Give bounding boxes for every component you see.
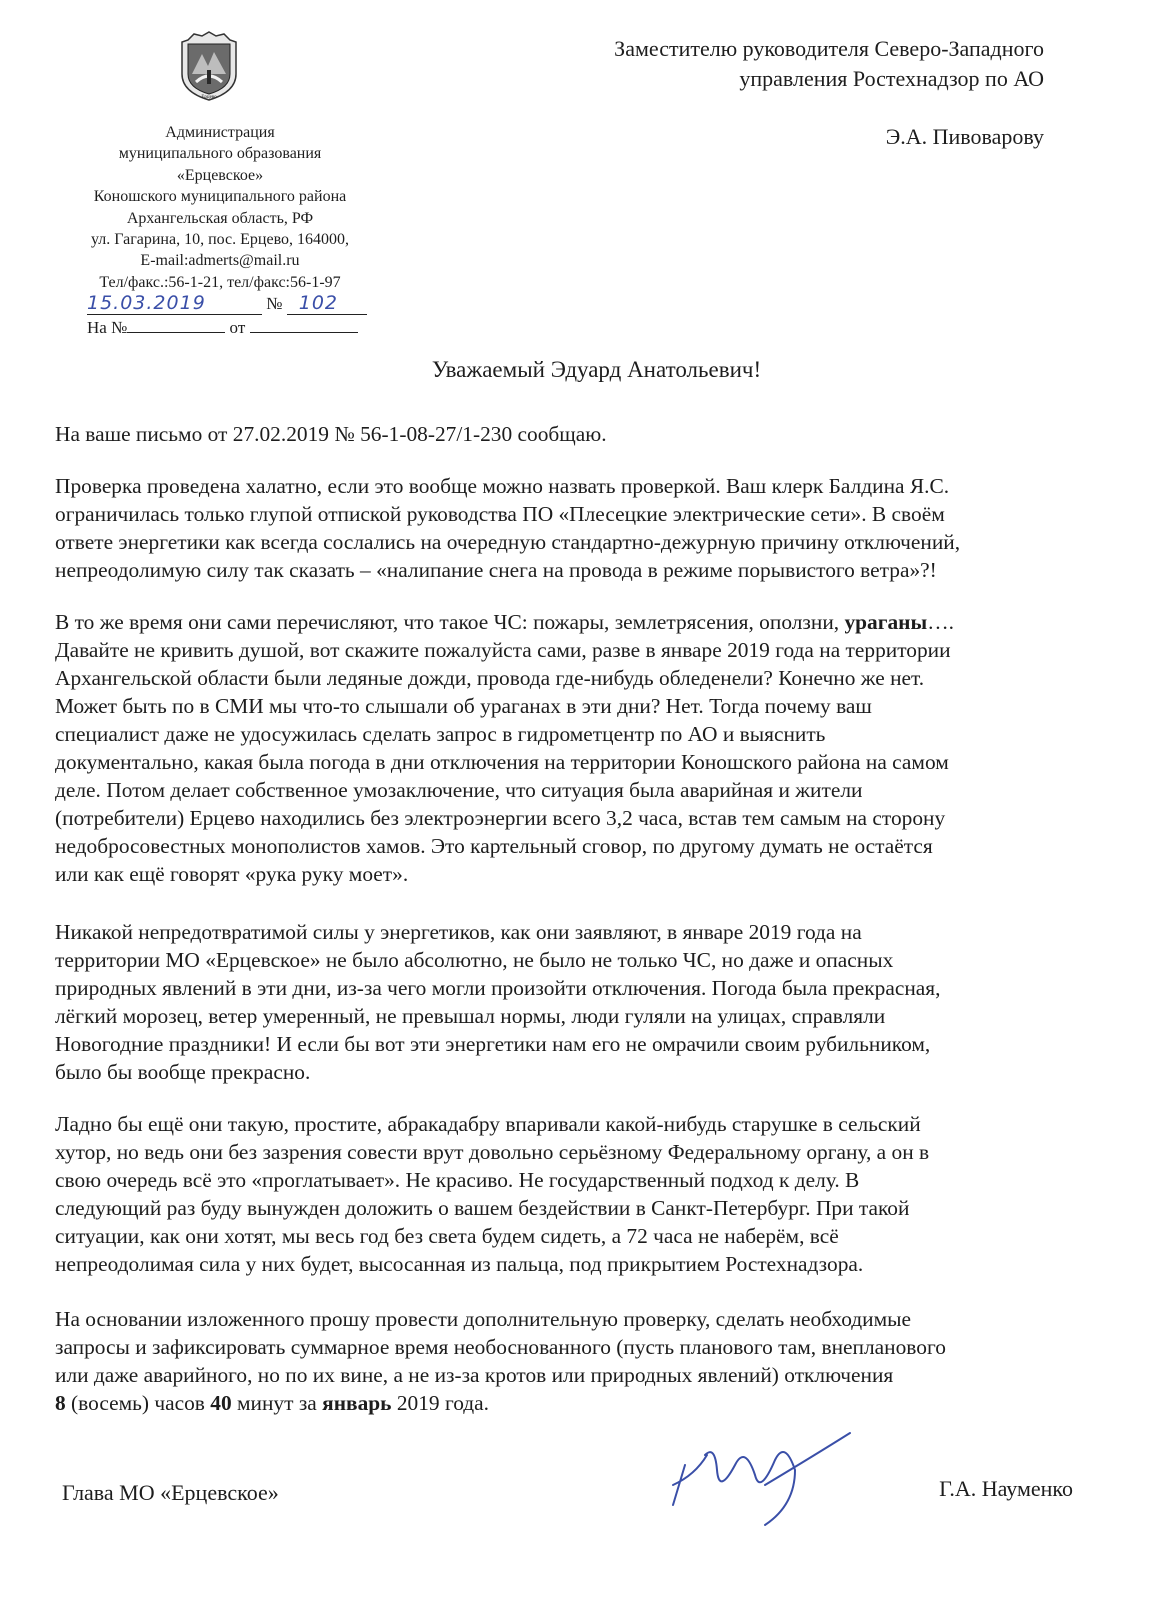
text-run: хутор, но ведь они без зазрения совести врут довольно серьёзному Федеральному органу, а он в bbox=[55, 1140, 930, 1164]
paragraph bbox=[55, 608, 1085, 888]
sender-line: Архангельская область, РФ bbox=[126, 209, 314, 227]
bold-text: январь bbox=[322, 1391, 392, 1415]
text-run: документально, какая была погода в дни отключения на территории Коношского района на самом bbox=[55, 750, 949, 774]
sender-line: Администрация bbox=[165, 124, 275, 141]
bold-text: 40 bbox=[210, 1391, 232, 1415]
paragraph-line bbox=[55, 1361, 1085, 1389]
paragraph-line bbox=[55, 974, 1085, 1002]
text-run: ответе энергетики как всегда сослались на очередную стандартно-дежурную причину отключений, bbox=[55, 530, 961, 554]
text-run: специалист даже не удосужилась сделать запрос в гидрометцентр по АО и выяснить bbox=[55, 722, 826, 746]
text-run: или даже аварийного, но по их вине, а не из-за кротов или природных явлений) отключения bbox=[55, 1363, 894, 1387]
paragraph bbox=[55, 1305, 1085, 1417]
text-run: недобросовестных монополистов хамов. Это картельный сговор, по другому думать не остаётся bbox=[55, 834, 933, 858]
text-run: Новогодние праздники! И если бы вот эти энергетики нам его не омрачили своим рубильником, bbox=[55, 1032, 931, 1056]
emblem-caption: Ерцево bbox=[201, 95, 217, 100]
text-run: ситуации, как они хотят, мы весь год без света будем сидеть, а 72 часа не наберём, всё bbox=[55, 1224, 839, 1248]
paragraph-line bbox=[55, 918, 1085, 946]
text-run: минут за bbox=[231, 1391, 323, 1415]
paragraph-line bbox=[55, 1389, 1085, 1417]
text-run: На основании изложенного прошу провести дополнительную проверку, сделать необходимые bbox=[55, 1307, 912, 1331]
paragraph-line bbox=[55, 1058, 1085, 1086]
paragraph-line bbox=[55, 500, 1085, 528]
paragraph-line bbox=[55, 1030, 1085, 1058]
paragraph-line bbox=[55, 748, 1085, 776]
registration-date: 15.03.2019 bbox=[87, 292, 206, 314]
text-run: территории МО «Ерцевское» не было абсолютно, не было не только ЧС, но даже и опасных bbox=[55, 948, 894, 972]
paragraph-line bbox=[55, 832, 1085, 860]
paragraph-line bbox=[55, 1194, 1085, 1222]
paragraph-line bbox=[55, 1305, 1085, 1333]
text-run: Архангельской области были ледяные дожди, провода где-нибудь обледенели? Конечно же нет. bbox=[55, 666, 925, 690]
paragraph bbox=[55, 420, 1085, 448]
paragraph-line bbox=[55, 636, 1085, 664]
text-run: или как ещё говорят «рука руку моет». bbox=[55, 862, 409, 886]
sender-line: E-mail:admerts@mail.ru bbox=[140, 252, 300, 270]
paragraph-line bbox=[55, 1333, 1085, 1361]
text-run: следующий раз буду вынужден доложить о вашем бездействии в Санкт-Петербург. При такой bbox=[55, 1196, 910, 1220]
sender-line: Коношского муниципального района bbox=[93, 188, 347, 206]
text-run: На ваше письмо от 27.02.2019 № 56-1-08-27/1-230 сообщаю. bbox=[55, 422, 607, 446]
text-run: (потребители) Ерцево находились без электроэнергии всего 3,2 часа, встав тем самым на сторону bbox=[55, 806, 946, 830]
signatory-position: Глава МО «Ерцевское» bbox=[62, 1480, 279, 1505]
paragraph bbox=[55, 1110, 1085, 1278]
paragraph-line bbox=[55, 776, 1085, 804]
paragraph-line bbox=[55, 556, 1085, 584]
text-run: В то же время они сами перечисляют, что такое ЧС: пожары, землетрясения, оползни, bbox=[55, 610, 845, 634]
text-run: Проверка проведена халатно, если это вообще можно назвать проверкой. Ваш клерк Балдина Я.С. bbox=[55, 474, 950, 498]
paragraph bbox=[55, 918, 1085, 1086]
paragraph-line bbox=[55, 860, 1085, 888]
sender-block bbox=[50, 122, 390, 293]
text-run: деле. Потом делает собственное умозаключение, что ситуация была аварийная и жители bbox=[55, 778, 863, 802]
reference-line bbox=[87, 318, 358, 338]
text-run: (восемь) часов bbox=[65, 1391, 211, 1415]
addressee-line: управления Ростехнадзор по АО bbox=[739, 66, 1044, 91]
text-run: 2019 года. bbox=[391, 1391, 490, 1415]
paragraph-line bbox=[55, 720, 1085, 748]
paragraph-line bbox=[55, 472, 1085, 500]
paragraph-line bbox=[55, 1138, 1085, 1166]
text-run: непреодолимую силу так сказать – «налипание снега на провода в режиме порывистого ветра»?! bbox=[55, 558, 937, 582]
registration-number: 102 bbox=[298, 292, 338, 314]
paragraph-line bbox=[55, 1002, 1085, 1030]
bold-text: ураганы bbox=[844, 610, 928, 634]
text-run: …. bbox=[927, 610, 954, 634]
paragraph-line bbox=[55, 528, 1085, 556]
text-run: Давайте не кривить душой, вот скажите пожалуйста сами, разве в январе 2019 года на территории bbox=[55, 638, 951, 662]
sender-line: муниципального образования bbox=[118, 145, 322, 163]
paragraph-line bbox=[55, 1166, 1085, 1194]
text-run: Ладно бы ещё они такую, простите, абракадабру впаривали какой-нибудь старушке в сельский bbox=[55, 1112, 921, 1136]
paragraph-line bbox=[55, 946, 1085, 974]
text-run: Может быть по в СМИ мы что-то слышали об ураганах в эти дни? Нет. Тогда почему ваш bbox=[55, 694, 872, 718]
text-run: природных явлений в эти дни, из-за чего могли произойти отключения. Погода была прекрасная, bbox=[55, 976, 941, 1000]
bold-text: 8 bbox=[55, 1391, 66, 1415]
registration-line bbox=[87, 292, 367, 315]
paragraph-line bbox=[55, 692, 1085, 720]
text-run: свою очередь всё это «проглатывает». Не красиво. Не государственный подход к делу. В bbox=[55, 1168, 860, 1192]
text-run: непреодолимая сила у них будет, высосанная из пальца, под прикрытием Ростехнадзора. bbox=[55, 1252, 864, 1276]
registration-number-label: № bbox=[266, 294, 283, 313]
text-run: Никакой непредотвратимой силы у энергетиков, как они заявляют, в январе 2019 года на bbox=[55, 920, 862, 944]
municipal-coat-of-arms-icon bbox=[180, 30, 238, 102]
paragraph-line bbox=[55, 1250, 1085, 1278]
sender-line: Тел/факс.:56-1-21, тел/факс:56-1-97 bbox=[99, 273, 341, 291]
paragraph-line bbox=[55, 804, 1085, 832]
handwritten-signature-icon bbox=[645, 1425, 855, 1535]
text-run: лёгкий морозец, ветер умеренный, не превышал нормы, люди гуляли на улицах, справляли bbox=[55, 1004, 886, 1028]
paragraph-line bbox=[55, 1222, 1085, 1250]
addressee-line: Заместителю руководителя Северо-Западного bbox=[614, 36, 1044, 61]
paragraph-line bbox=[55, 664, 1085, 692]
paragraph-line bbox=[55, 1110, 1085, 1138]
sender-line: «Ерцевское» bbox=[176, 166, 264, 184]
addressee-name: Э.А. Пивоварову bbox=[885, 124, 1044, 149]
salutation: Уважаемый Эдуард Анатольевич! bbox=[431, 357, 762, 382]
paragraph-line bbox=[55, 420, 1085, 448]
paragraph bbox=[55, 472, 1085, 584]
sender-line: ул. Гагарина, 10, пос. Ерцево, 164000, bbox=[90, 231, 350, 249]
text-run: было бы вообще прекрасно. bbox=[55, 1060, 311, 1084]
paragraph-line bbox=[55, 608, 1085, 636]
text-run: ограничилась только глупой отпиской руководства ПО «Плесецкие электрические сети». В своём bbox=[55, 502, 945, 526]
text-run: запросы и зафиксировать суммарное время необоснованного (пусть планового там, внепланового bbox=[55, 1335, 946, 1359]
addressee-block bbox=[614, 34, 1044, 94]
signatory-name: Г.А. Науменко bbox=[939, 1476, 1073, 1501]
reference-number-label: На № bbox=[87, 318, 128, 337]
reference-date-label: от bbox=[229, 318, 246, 337]
